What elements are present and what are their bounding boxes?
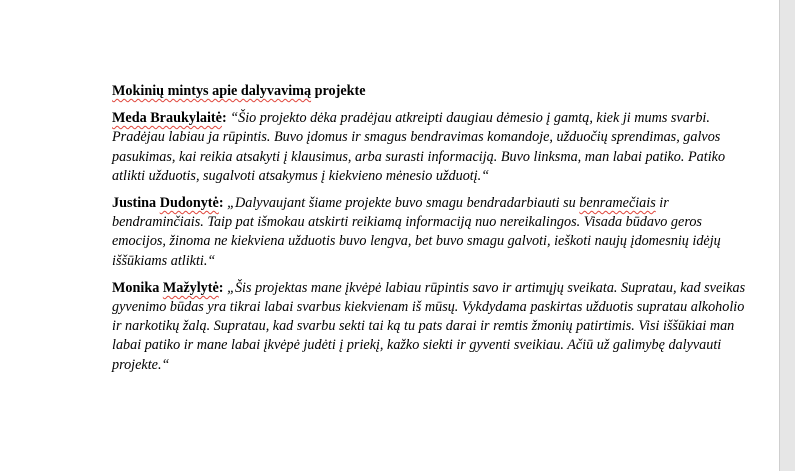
name-run: : [218, 279, 224, 296]
testimonial-paragraph [112, 279, 752, 375]
name-run: : [218, 195, 224, 212]
testimonial-paragraph [112, 109, 752, 186]
name-run: Monika [112, 279, 163, 296]
name-run: : [221, 110, 227, 127]
quote-run: „Dalyvaujant šiame projekte buvo smagu bendradarbiauti su [223, 195, 580, 212]
page-edge-divider [779, 0, 780, 471]
title-run: projekte [311, 83, 366, 99]
student-name [112, 110, 227, 126]
quote-run: benramečiais [579, 195, 656, 212]
quote-run: “Šio projekto dėka pradėjau atkreipti daugiau dėmesio į gamtą, kiek ji mums svarbi. Pradėjau labiau ja rūpintis. Buvo įdomus ir smagus bendravimas komandoje, užduočių sprendimas, galvos pasukimas, kai reikia atsakyti į klausimus, arba surasti informaciją. Buvo linksma, man labai patiko. Patiko atlikti užduotis, sugalvoti atsakymus į kiekvieno mėnesio užduotį.“ [112, 110, 726, 184]
name-run: Dudonytė [159, 195, 219, 212]
title-run: Mokinių mintys apie dalyvavimą [112, 83, 312, 99]
testimonial-paragraph [112, 194, 752, 271]
student-name [112, 195, 224, 211]
name-run: Mažylytė [162, 279, 219, 296]
name-run: Meda Braukylaitė [112, 110, 222, 127]
document-body[interactable] [112, 82, 752, 383]
quote-run: ir bendraminčiais. Taip pat išmokau atskirti reikiamą informaciją nuo nereikalingos. Visada būdavo geros emocijos, žinoma ne kiekviena užduotis buvo lengva, bet buvo smagu galvoti, ieškoti naujų įdomesnių idėjų iššūkiams atlikti.“ [112, 195, 721, 269]
quote-run: „Šis projektas mane įkvėpė labiau rūpintis savo ir artimųjų sveikata. Supratau, kad sveikas gyvenimo būdas yra tikrai labai svarbus kiekvienam iš mūsų. Vykdydama paskirtas užduotis supratau alkoholio ir narkotikų žalą. Supratau, kad svarbu sekti tai ką tu pats darai ir remtis žmonių patirtimis. Visi iššūkiai man labai patiko ir mane labai įkvėpė judėti į priekį, kažko siekti ir gyventi sveikiau. Ačiū už galimybę dalyvauti projekte.“ [112, 279, 746, 373]
name-run: Justina [112, 195, 160, 212]
student-name [112, 280, 224, 296]
document-title [112, 82, 752, 101]
